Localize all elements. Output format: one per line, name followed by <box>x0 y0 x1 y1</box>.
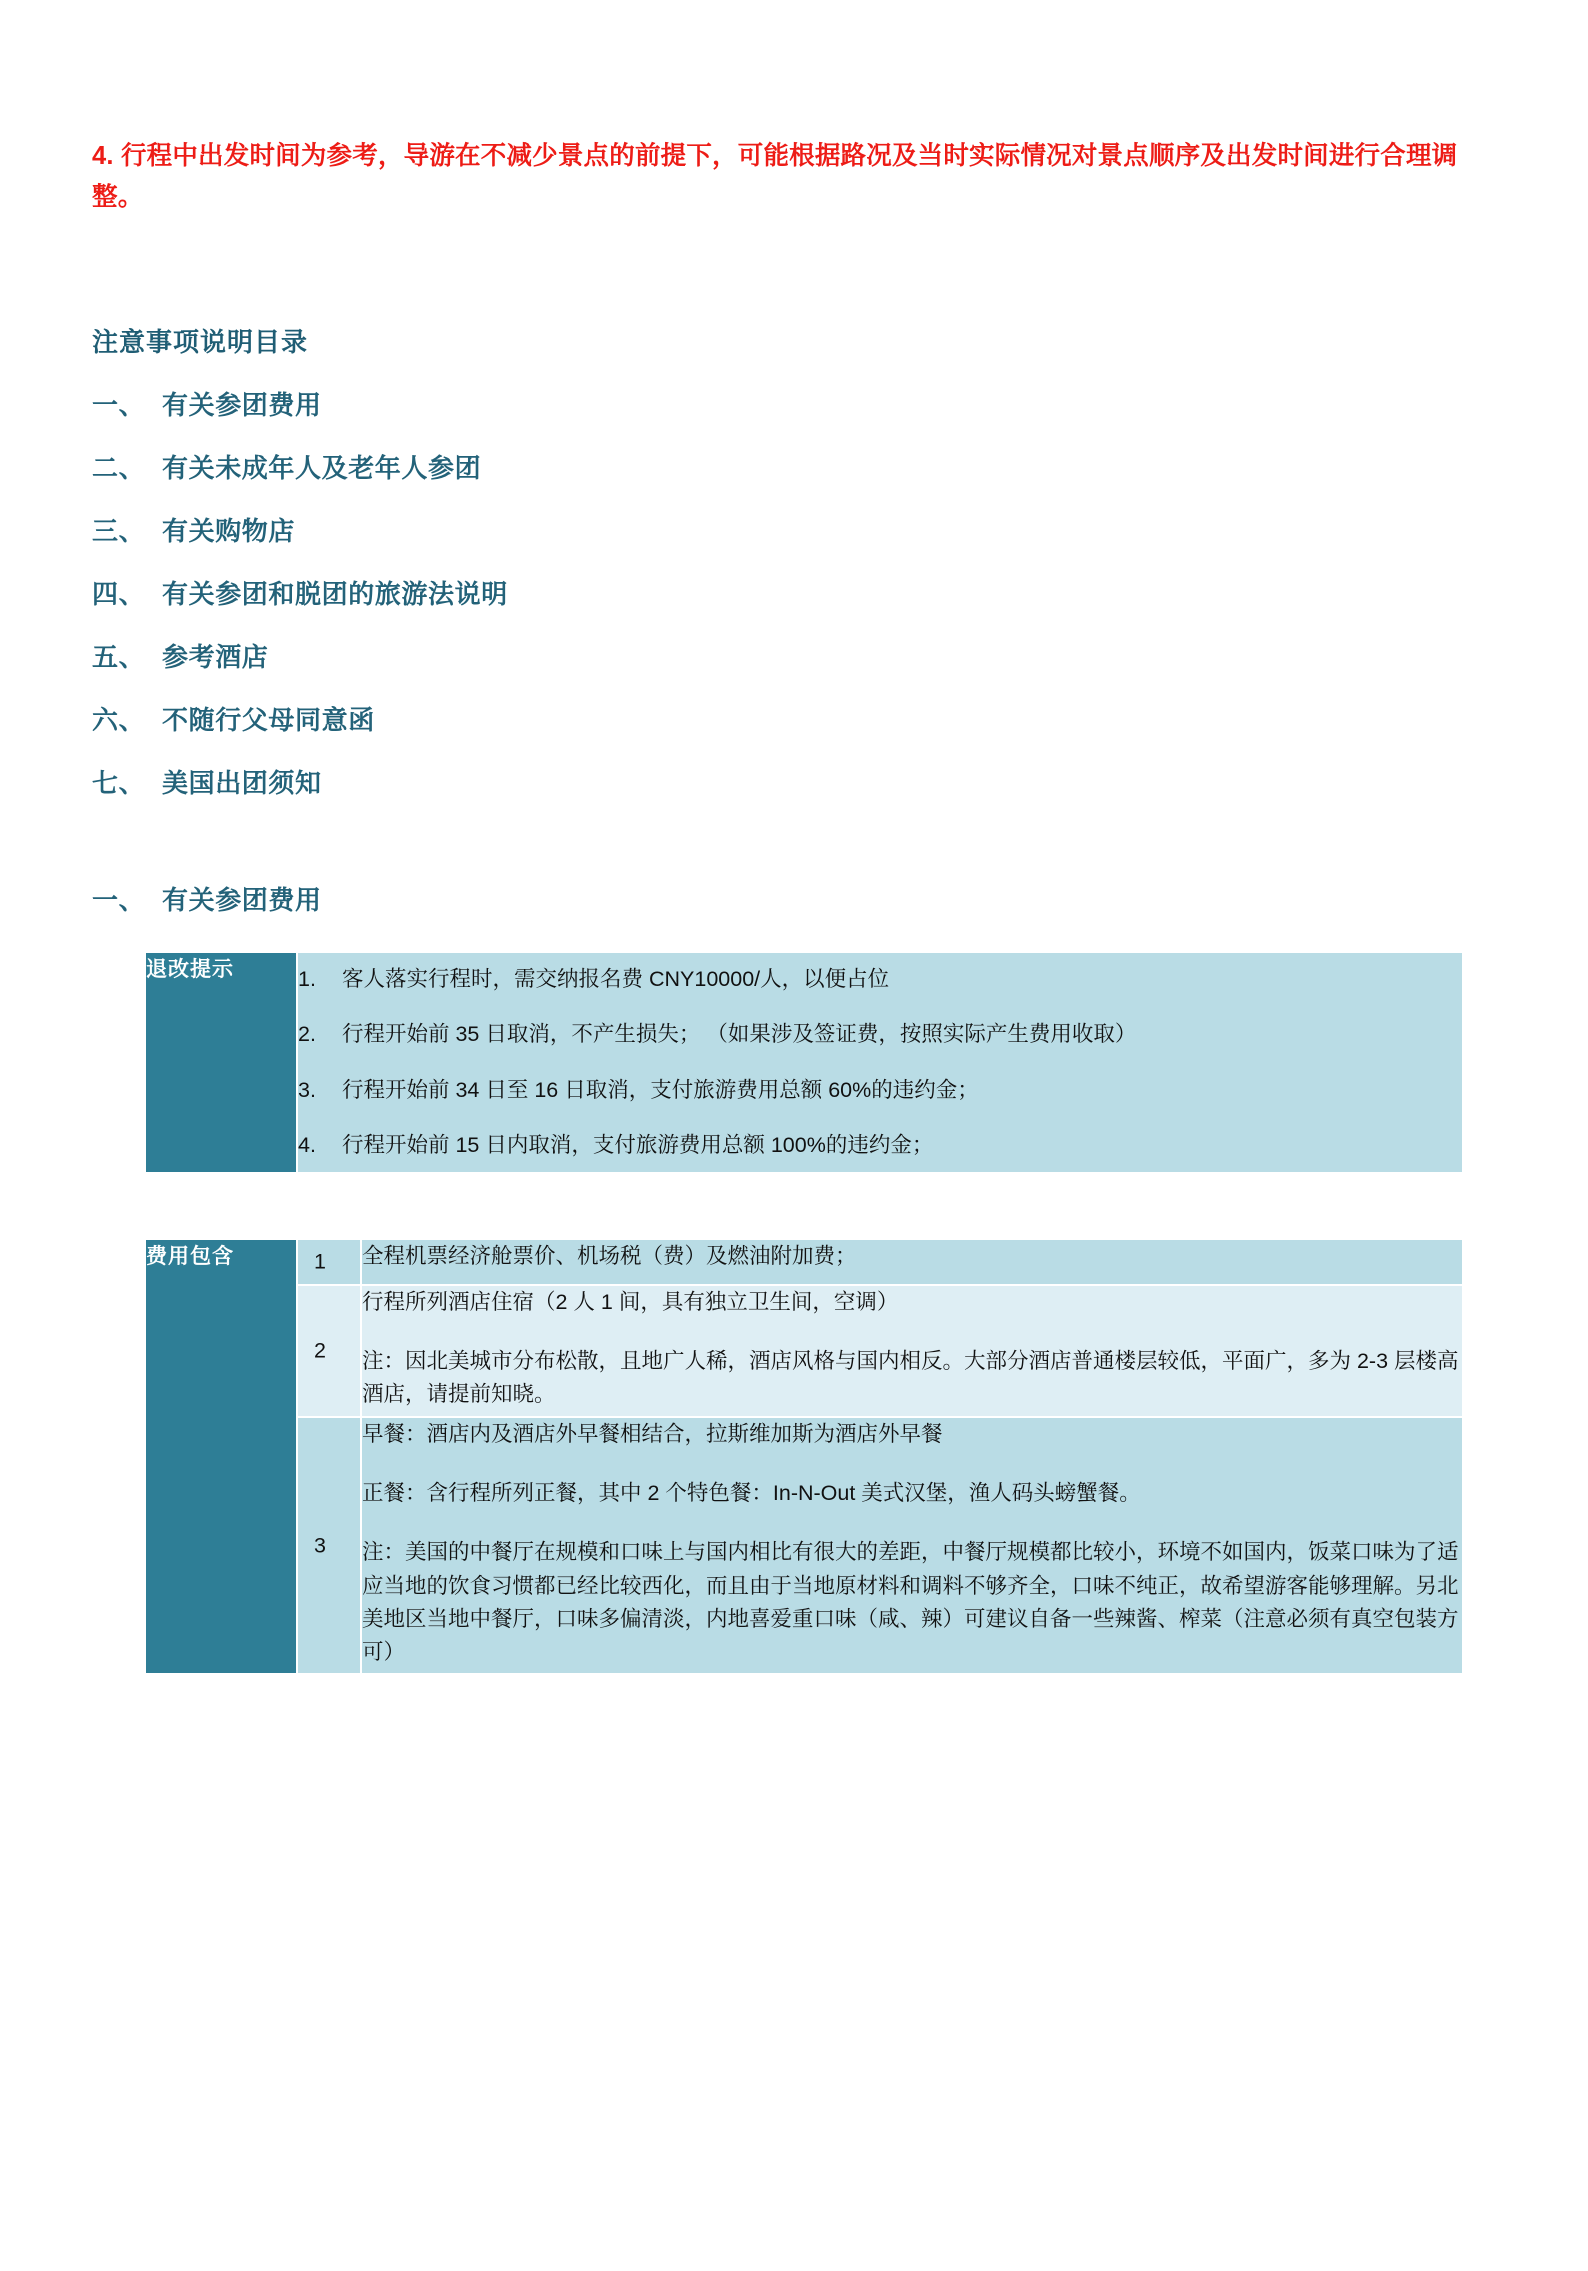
paragraph: 注：因北美城市分布松散，且地广人稀，酒店风格与国内相反。大部分酒店普通楼层较低，平面广，多为 2-3 层楼高酒店，请提前知晓。 <box>362 1348 1459 1407</box>
toc-item-label: 不随行父母同意函 <box>162 705 375 736</box>
row-number: 3 <box>314 1533 326 1558</box>
toc-item-3[interactable] <box>92 511 1496 548</box>
include-row-3-cell <box>362 1418 1462 1674</box>
document-page <box>0 26 1588 2271</box>
row-number-cell <box>298 1240 360 1283</box>
toc-item-4[interactable] <box>92 574 1496 611</box>
paragraph: 注：美国的中餐厅在规模和口味上与国内相比有很大的差距，中餐厅规模都比较小，环境不如国内，饭菜口味为了适应当地的饮食习惯都已经比较西化，而且由于当地原材料和调料不够齐全，口味不纯正，故希望游客能够理解。另北美地区当地中餐厅，口味多偏清淡，内地喜爱重口味（咸、辣）可建议自备一些辣酱、榨菜（注意必须有真空包装方可） <box>362 1540 1459 1665</box>
toc-item-number: 三、 <box>92 516 146 547</box>
list-item-text: 行程开始前 34 日至 16 日取消，支付旅游费用总额 60%的违约金； <box>342 1077 979 1102</box>
list-item-number: 3. <box>298 1077 316 1102</box>
list-item <box>298 1018 1462 1051</box>
toc-item-number: 七、 <box>92 768 146 799</box>
list-item-number: 1. <box>298 967 316 992</box>
list-item-number: 4. <box>298 1133 316 1158</box>
row-number: 1 <box>314 1249 326 1274</box>
table-of-contents <box>92 322 1496 800</box>
list-item-number: 2. <box>298 1022 316 1047</box>
paragraph: 早餐：酒店内及酒店外早餐相结合，拉斯维加斯为酒店外早餐 <box>362 1421 943 1446</box>
toc-item-number: 一、 <box>92 390 146 421</box>
table-row <box>146 1418 1462 1674</box>
table-row <box>146 1240 1462 1283</box>
paragraph: 正餐：含行程所列正餐，其中 2 个特色餐：In-N-Out 美式汉堡，渔人码头螃蟹餐。 <box>362 1480 1141 1505</box>
toc-item-number: 五、 <box>92 642 146 673</box>
toc-item-label: 有关未成年人及老年人参团 <box>162 453 482 484</box>
list-item <box>298 1074 1462 1107</box>
toc-item-1[interactable] <box>92 385 1496 422</box>
red-warning-note: 4. 行程中出发时间为参考，导游在不减少景点的前提下，可能根据路况及当时实际情况对景点顺序及出发时间进行合理调整。 <box>92 141 1458 211</box>
row-number-cell <box>298 1286 360 1416</box>
list-item-text: 行程开始前 35 日取消，不产生损失； （如果涉及签证费，按照实际产生费用收取） <box>342 1022 1137 1047</box>
toc-item-label: 有关参团和脱团的旅游法说明 <box>162 579 508 610</box>
include-table-header-cell: 费用包含 <box>146 1240 296 1673</box>
table-row <box>146 1286 1462 1416</box>
row-number-cell <box>298 1418 360 1674</box>
toc-item-label: 有关参团费用 <box>162 390 322 421</box>
toc-item-number: 六、 <box>92 705 146 736</box>
toc-item-label: 参考酒店 <box>162 642 269 673</box>
toc-item-number: 四、 <box>92 579 146 610</box>
include-row-2-cell <box>362 1286 1462 1416</box>
toc-item-label: 美国出团须知 <box>162 768 322 799</box>
paragraph: 全程机票经济舱票价、机场税（费）及燃油附加费； <box>362 1244 857 1269</box>
include-row-1-cell <box>362 1240 1462 1283</box>
toc-title: 注意事项说明目录 <box>92 327 309 358</box>
fee-inclusion-table <box>144 1238 1464 1675</box>
row-number: 2 <box>314 1338 326 1363</box>
toc-item-6[interactable] <box>92 700 1496 737</box>
section-number: 一、 <box>92 885 146 916</box>
toc-item-5[interactable] <box>92 637 1496 674</box>
toc-item-7[interactable] <box>92 763 1496 800</box>
list-item <box>298 1129 1462 1162</box>
refund-policy-table <box>144 951 1464 1174</box>
section-title: 有关参团费用 <box>162 885 322 916</box>
refund-table-body-cell <box>298 953 1462 1172</box>
list-item <box>298 963 1462 996</box>
table-row <box>146 953 1462 1172</box>
list-item-text: 行程开始前 15 日内取消，支付旅游费用总额 100%的违约金； <box>342 1133 934 1158</box>
list-item-text: 客人落实行程时，需交纳报名费 CNY10000/人，以便占位 <box>342 967 890 992</box>
paragraph: 行程所列酒店住宿（2 人 1 间，具有独立卫生间，空调） <box>362 1289 899 1314</box>
toc-item-2[interactable] <box>92 448 1496 485</box>
section-heading <box>92 880 1496 917</box>
toc-item-label: 有关购物店 <box>162 516 296 547</box>
refund-table-header-cell: 退改提示 <box>146 953 296 1172</box>
toc-item-number: 二、 <box>92 453 146 484</box>
